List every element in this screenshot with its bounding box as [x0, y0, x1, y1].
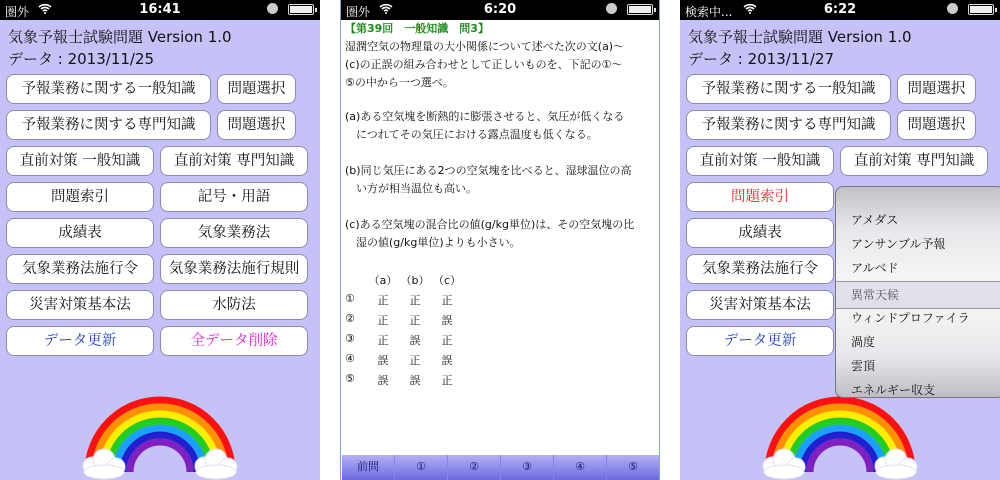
statement-b [345, 162, 657, 198]
question-header: 【第39回 一般知識 問3】 [345, 22, 489, 35]
tab-answer-1[interactable]: ① [395, 455, 448, 480]
disaster-act-button[interactable]: 災害対策基本法 [686, 290, 834, 320]
header-cell: （b） [400, 274, 430, 287]
tab-answer-2[interactable]: ② [448, 455, 501, 480]
general-knowledge-button[interactable]: 予報業務に関する一般知識 [6, 74, 211, 104]
statement-c [345, 216, 657, 252]
question-select-button[interactable]: 問題選択 [897, 110, 976, 140]
tab-answer-3[interactable]: ③ [501, 455, 554, 480]
choice-row [345, 332, 463, 352]
carrier-label: 検索中... [685, 5, 733, 19]
choice-cell: 誤 [377, 374, 389, 387]
special-knowledge-button[interactable]: 予報業務に関する専門知識 [686, 110, 891, 140]
choice-cell: 正 [441, 294, 453, 307]
carrier-label: 圏外 [346, 5, 371, 19]
statement-line: 湿の値(g/kg単位)よりも小さい。 [345, 236, 521, 249]
choice-cell: 正 [409, 314, 421, 327]
index-picker-screen [680, 0, 1000, 480]
picker-item[interactable]: アルベド [851, 261, 899, 275]
statement-line: (c)ある空気塊の混合比の値(g/kg単位)は、その空気塊の比 [345, 218, 635, 231]
battery-icon [627, 4, 653, 15]
general-knowledge-button[interactable]: 予報業務に関する一般知識 [686, 74, 891, 104]
grades-button[interactable]: 成績表 [6, 218, 154, 248]
choice-cell: 誤 [377, 354, 389, 367]
choice-number: ③ [345, 332, 355, 345]
choice-cell: 誤 [441, 354, 453, 367]
alarm-icon [267, 3, 278, 14]
choice-row [345, 312, 463, 332]
choice-number: ④ [345, 352, 355, 365]
data-update-button[interactable]: データ更新 [686, 326, 834, 356]
disaster-act-button[interactable]: 災害対策基本法 [6, 290, 154, 320]
clock: 6:22 [823, 2, 857, 17]
symbols-terms-button[interactable]: 記号・用語 [160, 182, 308, 212]
tab-answer-4[interactable]: ④ [554, 455, 607, 480]
statement-line: い方が相当温位も高い。 [345, 182, 477, 195]
header-cell [345, 272, 367, 292]
clock: 6:20 [483, 2, 517, 17]
law-enforcement-order-button[interactable]: 気象業務法施行令 [6, 254, 154, 284]
choice-cell: 正 [441, 334, 453, 347]
last-general-button[interactable]: 直前対策 一般知識 [686, 146, 834, 176]
picker-item[interactable]: アメダス [851, 213, 899, 227]
app-title: 気象予報士試験問題 Version 1.0 [688, 28, 912, 46]
picker-item[interactable]: 渦度 [851, 335, 876, 349]
delete-all-data-button[interactable]: 全データ削除 [160, 326, 308, 356]
term-picker[interactable] [835, 186, 1000, 398]
meteorological-law-button[interactable]: 気象業務法 [160, 218, 308, 248]
picker-item[interactable]: 雲頂 [851, 359, 876, 373]
choice-cell: 正 [377, 314, 389, 327]
answer-choices-table [345, 272, 463, 392]
choice-number: ⑤ [345, 372, 355, 385]
carrier-label: 圏外 [5, 5, 30, 19]
picker-item-selected[interactable]: 異常天候 [851, 288, 900, 302]
picker-item[interactable]: アンサンブル予報 [851, 237, 946, 251]
question-select-button[interactable]: 問題選択 [897, 74, 976, 104]
grades-button[interactable]: 成績表 [686, 218, 834, 248]
data-date: データ : 2013/11/27 [688, 50, 835, 68]
main-menu-screen [0, 0, 320, 480]
choice-row [345, 372, 463, 392]
battery-icon [968, 4, 994, 15]
choice-cell: 正 [377, 294, 389, 307]
question-select-button[interactable]: 問題選択 [217, 110, 296, 140]
choice-cell: 正 [409, 294, 421, 307]
data-update-button[interactable]: データ更新 [6, 326, 154, 356]
question-select-button[interactable]: 問題選択 [217, 74, 296, 104]
law-enforcement-rules-button[interactable]: 気象業務法施行規則 [160, 254, 308, 284]
last-special-button[interactable]: 直前対策 専門知識 [160, 146, 308, 176]
question-screen [340, 0, 660, 480]
battery-icon [288, 4, 314, 15]
last-special-button[interactable]: 直前対策 専門知識 [840, 146, 988, 176]
choice-cell: 誤 [409, 334, 421, 347]
question-line: ⑤の中から一つ選べ。 [345, 76, 454, 89]
tab-previous[interactable]: 前問 [342, 455, 395, 480]
statement-line: (a)ある空気塊を断熱的に膨張させると、気圧が低くなる [345, 110, 625, 123]
app-title: 気象予報士試験問題 Version 1.0 [8, 28, 232, 46]
answer-tab-bar [342, 455, 659, 480]
data-date: データ : 2013/11/25 [8, 50, 155, 68]
question-index-button[interactable]: 問題索引 [6, 182, 154, 212]
status-bar [341, 0, 659, 20]
statement-line: につれてその気圧における露点温度も低くなる。 [345, 128, 598, 141]
choice-cell: 誤 [409, 374, 421, 387]
question-line: 湿潤空気の物理量の大小関係について述べた次の文(a)〜 [345, 40, 625, 53]
last-general-button[interactable]: 直前対策 一般知識 [6, 146, 154, 176]
question-stem [345, 38, 657, 92]
alarm-icon [606, 3, 617, 14]
question-line: (c)の正誤の組み合わせとして正しいものを、下記の①〜 [345, 58, 623, 71]
special-knowledge-button[interactable]: 予報業務に関する専門知識 [6, 110, 211, 140]
alarm-icon [947, 3, 958, 14]
choices-header-row [345, 272, 463, 292]
picker-item[interactable]: ウィンドプロファイラ [851, 311, 970, 325]
choice-row [345, 292, 463, 312]
header-cell: （c） [432, 274, 462, 287]
choice-cell: 正 [409, 354, 421, 367]
question-index-button[interactable]: 問題索引 [686, 182, 834, 212]
status-bar [0, 0, 320, 20]
tab-answer-5[interactable]: ⑤ [628, 460, 638, 473]
choice-number: ② [345, 312, 355, 325]
choice-row [345, 352, 463, 372]
choice-cell: 正 [377, 334, 389, 347]
statement-line: (b)同じ気圧にある2つの空気塊を比べると、湿球温位の高 [345, 164, 632, 177]
status-bar [680, 0, 1000, 20]
choice-cell: 正 [441, 374, 453, 387]
picker-item[interactable]: エネルギー収支 [851, 383, 936, 397]
rainbow-icon [80, 372, 240, 480]
statement-a [345, 108, 657, 144]
choice-number: ① [345, 292, 355, 305]
header-cell: （a） [368, 274, 398, 287]
law-enforcement-order-button[interactable]: 気象業務法施行令 [686, 254, 834, 284]
clock: 16:41 [139, 2, 181, 17]
choice-cell: 誤 [441, 314, 453, 327]
flood-act-button[interactable]: 水防法 [160, 290, 308, 320]
